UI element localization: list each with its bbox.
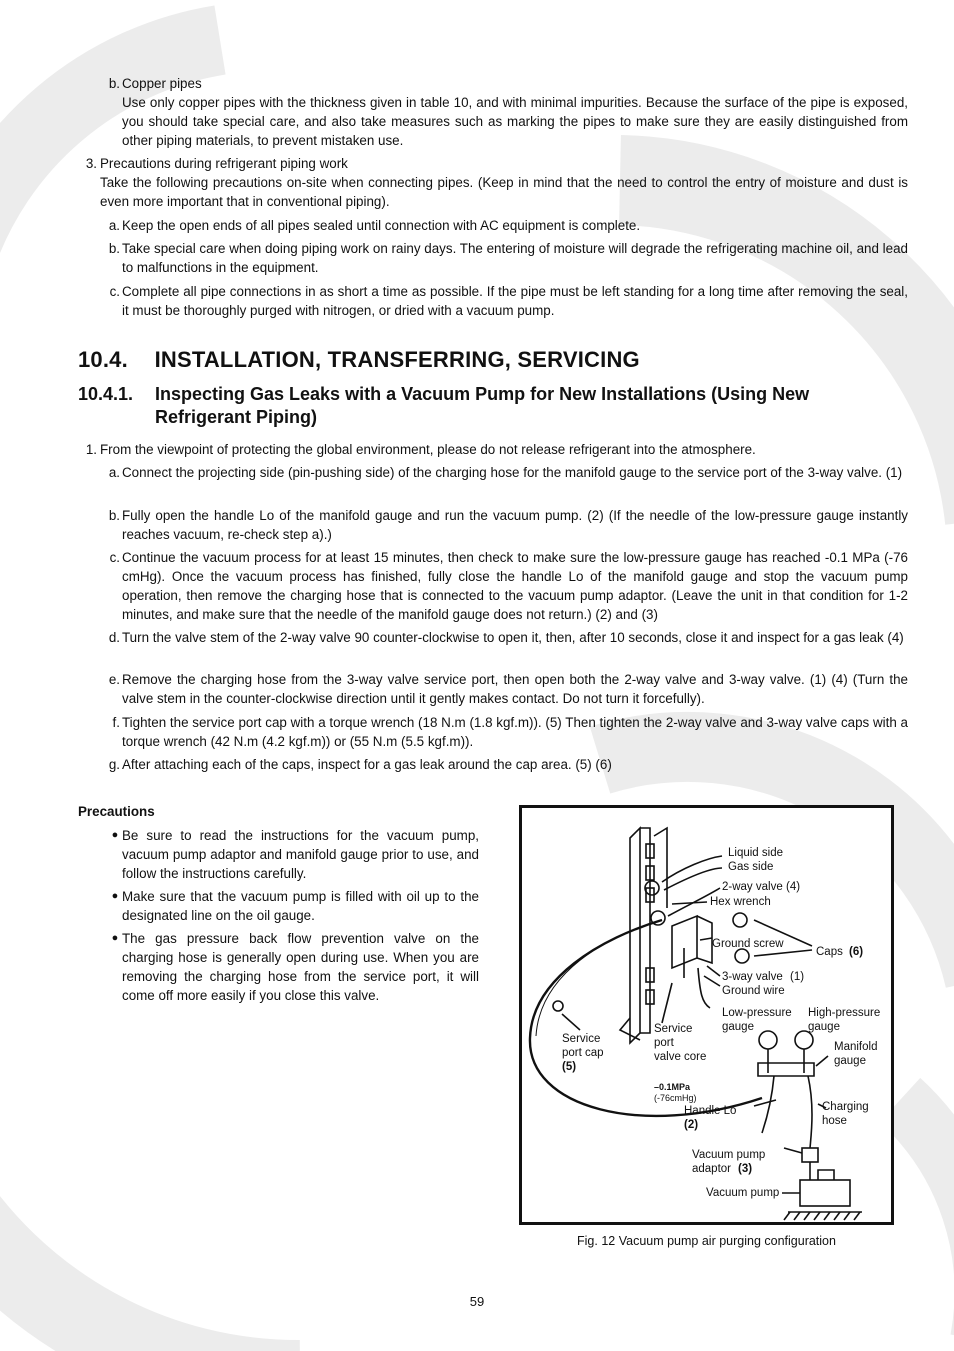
label-handle-lo: Handle Lo [684, 1105, 737, 1117]
bullet-icon: ● [111, 890, 119, 902]
figure-caption: Fig. 12 Vacuum pump air purging configuration [577, 1234, 836, 1248]
list-marker: a. [108, 465, 120, 480]
precaution-item: The gas pressure back flow prevention valve on the charging hose is generally open during use. When you are removing the charging hose from the service port, it will come off more easily if you close this valve. [122, 931, 479, 1003]
list-item-title: Precautions during refrigerant piping work [100, 156, 348, 171]
list-item: Complete all pipe connections in as short a time as possible. If the pipe must be left standing for a long time after removing the seal, it must be thoroughly purged with nitrogen, or dried with a vacuum pump. [122, 284, 908, 318]
list-item: Remove the charging hose from the 3-way valve service port, then open both the 2-way valve and 3-way valve. (1) (4) (Turn the valve stem in the counter-clockwise direction until it gently makes contact. Do not turn it forcefully). [122, 672, 908, 706]
label-hex-wrench: Hex wrench [710, 896, 771, 908]
list-item: From the viewpoint of protecting the global environment, please do not release refrigerant into the atmosphere. [100, 442, 756, 457]
list-marker: c. [109, 550, 120, 565]
label-service-core: Service [654, 1023, 693, 1035]
label-handle-num: (2) [684, 1119, 699, 1131]
list-marker: 3. [85, 156, 97, 171]
list-marker: f. [112, 715, 120, 730]
label-service-port-cap: Service [562, 1033, 601, 1045]
label-high-pressure: High-pressure [808, 1007, 881, 1019]
list-marker: a. [108, 218, 120, 233]
precaution-item: Be sure to read the instructions for the vacuum pump, vacuum pump adaptor and manifold gauge prior to use, and follow the instructions carefully. [122, 828, 479, 881]
list-item-body: Use only copper pipes with the thickness given in table 10, and with minimal impurities. Because the surface of the pipe is exposed, you should take special care, and also take measures such as marking the pipes to make sure they are easily distinguished from other piping materials, to prevent mistaken use. [122, 95, 908, 148]
subsection-title-line1: Inspecting Gas Leaks with a Vacuum Pump for New Installations (Using New [155, 384, 810, 404]
label-ground-wire: Ground wire [722, 985, 785, 997]
label-service-port-cap-num: (5) [562, 1061, 577, 1073]
precautions-heading: Precautions [78, 804, 155, 819]
list-item: Tighten the service port cap with a torque wrench (18 N.m (1.8 kgf.m)). (5) Then tighten the 2-way valve and 3-way valve caps with a torque wrench (42 N.m (4.2 kgf.m)) or (55 N.m (5.5 kgf.m)). [122, 715, 908, 749]
section-number: 10.4. [78, 347, 128, 372]
label-caps-num: (6) [849, 946, 864, 958]
label-mpa: –0.1MPa [654, 1082, 691, 1092]
label-manifold: Manifold [834, 1041, 878, 1053]
list-marker: e. [108, 672, 120, 687]
label-high-pressure-gauge: gauge [808, 1021, 840, 1033]
list-marker: b. [108, 241, 120, 256]
list-item: Take special care when doing piping work on rainy days. The entering of moisture will degrade the refrigerating machine oil, and lead to malfunctions in the equipment. [122, 241, 908, 275]
label-two-way-num: (4) [786, 881, 801, 893]
label-vp-adaptor-num: (3) [738, 1163, 753, 1175]
list-item: Connect the projecting side (pin-pushing side) of the charging hose for the manifold gauge to the service port of the 3-way valve. (1) [122, 465, 903, 480]
label-liquid-side: Liquid side [728, 847, 783, 859]
label-vacuum-pump: Vacuum pump [706, 1187, 780, 1199]
label-gas-side: Gas side [728, 861, 774, 873]
label-two-way-valve: 2-way valve [722, 881, 783, 893]
label-vp-adaptor-2: adaptor [692, 1163, 732, 1175]
list-marker: b. [108, 508, 120, 523]
list-marker: g. [108, 757, 120, 772]
label-service-port-cap-2: port cap [562, 1047, 604, 1059]
label-caps: Caps [816, 946, 843, 958]
subsection-title-line2: Refrigerant Piping) [155, 407, 318, 427]
list-marker: 1. [85, 442, 97, 457]
list-item: Continue the vacuum process for at least 15 minutes, then check to make sure the low-pressure gauge has reached -0.1 MPa (-76 cmHg). Once the vacuum process has finished, fully close the handle Lo of the manifold gauge and stop the vacuum pump operation, then remove the charging hose that is connected to the vacuum pump adaptor. (Leave the unit in that condition for 1-2 minutes, and make sure that the needle of the manifold gauge does not return.) (2) and (3) [122, 550, 908, 622]
list-item: After attaching each of the caps, inspect for a gas leak around the cap area. (5) (6) [122, 757, 612, 772]
page-number: 59 [469, 1294, 485, 1309]
label-ground-screw: Ground screw [712, 938, 784, 950]
list-item: Fully open the handle Lo of the manifold gauge and run the vacuum pump. (2) (If the needle of the low-pressure gauge instantly reaches vacuum, re-check step a).) [122, 508, 908, 542]
label-cmhg: (-76cmHg) [654, 1093, 697, 1103]
label-charging: Charging [822, 1101, 869, 1113]
label-service-core-2: port [654, 1037, 674, 1049]
label-three-way-valve: 3-way valve [722, 971, 783, 983]
label-three-way-num: (1) [790, 971, 805, 983]
vacuum-pump-figure [519, 805, 894, 1225]
list-item: Turn the valve stem of the 2-way valve 90 counter-clockwise to open it, then, after 10 seconds, close it and inspect for a gas leak (4) [122, 630, 904, 645]
list-item-title: Copper pipes [122, 76, 202, 91]
list-item: Keep the open ends of all pipes sealed until connection with AC equipment is complete. [122, 218, 641, 233]
list-marker: b. [108, 76, 120, 91]
list-marker: c. [109, 284, 120, 299]
precaution-item: Make sure that the vacuum pump is filled with oil up to the designated line on the oil gauge. [122, 889, 479, 923]
list-item-body: Take the following precautions on-site when connecting pipes. (Keep in mind that the need to control the entry of moisture and dust is even more important that in conventional piping). [100, 175, 908, 209]
label-low-pressure-gauge: gauge [722, 1021, 754, 1033]
bullet-icon: ● [111, 932, 119, 944]
label-charging-hose: hose [822, 1115, 847, 1127]
label-service-core-3: valve core [654, 1051, 707, 1063]
section-title: INSTALLATION, TRANSFERRING, SERVICING [154, 347, 640, 372]
bullet-icon: ● [111, 829, 119, 841]
label-manifold-gauge: gauge [834, 1055, 866, 1067]
label-vp-adaptor: Vacuum pump [692, 1149, 766, 1161]
label-low-pressure: Low-pressure [722, 1007, 792, 1019]
list-marker: d. [108, 630, 120, 645]
section-heading [78, 347, 640, 373]
figure-drawing [522, 808, 891, 1222]
subsection-number: 10.4.1. [78, 384, 134, 404]
